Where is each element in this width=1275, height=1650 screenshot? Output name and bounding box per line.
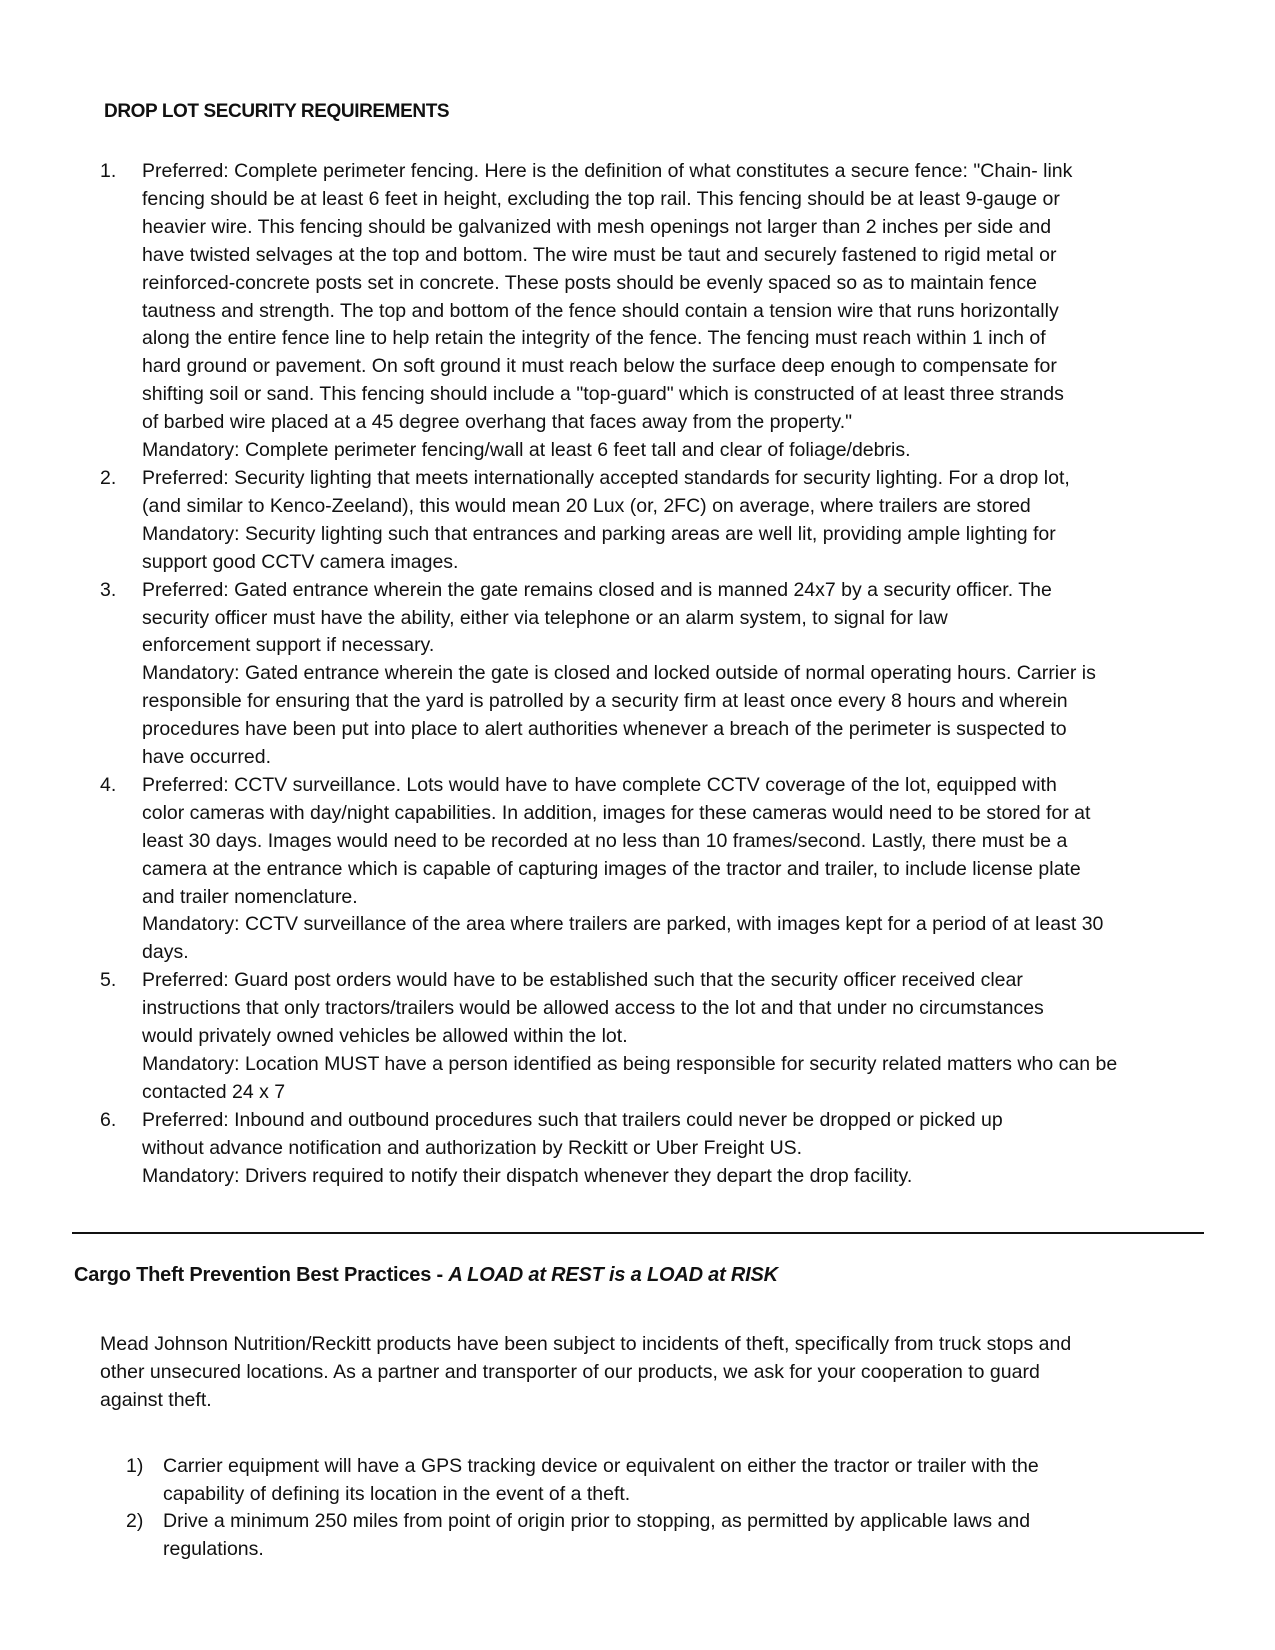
requirement-line: color cameras with day/night capabilities. In addition, images for these cameras would need to be stored for at	[142, 801, 1091, 824]
best-practice-item	[126, 1508, 1126, 1563]
requirement-line: Preferred: Security lighting that meets internationally accepted standards for security lighting. For a drop lot,	[142, 466, 1070, 489]
cargo-theft-heading	[74, 1264, 778, 1287]
requirement-line: Preferred: CCTV surveillance. Lots would have to have complete CCTV coverage of the lot, equipped with	[142, 773, 1057, 796]
requirement-line: reinforced-concrete posts set in concrete. These posts should be evenly spaced so as to maintain fence	[142, 271, 1037, 294]
requirement-line: Preferred: Inbound and outbound procedures such that trailers could never be dropped or picked up	[142, 1108, 1003, 1131]
requirement-number: 5.	[100, 969, 117, 992]
best-practice-line: regulations.	[163, 1537, 264, 1560]
requirement-item	[100, 967, 1210, 1107]
requirement-item	[100, 577, 1210, 772]
requirement-line: Preferred: Gated entrance wherein the gate remains closed and is manned 24x7 by a security officer. The	[142, 578, 1052, 601]
best-practice-item	[126, 1453, 1126, 1508]
requirement-item	[100, 158, 1210, 465]
intro-line: Mead Johnson Nutrition/Reckitt products have been subject to incidents of theft, specifically from truck stops and	[100, 1333, 1072, 1355]
best-practice-number: 2)	[126, 1510, 144, 1532]
requirement-line: Preferred: Guard post orders would have to be established such that the security officer received clear	[142, 969, 1023, 992]
requirement-line: procedures have been put into place to alert authorities whenever a breach of the perimeter is suspected to	[142, 718, 1067, 741]
requirement-line: Mandatory: Location MUST have a person identified as being responsible for security related matters who can be	[142, 1053, 1118, 1075]
requirement-line: Mandatory: Security lighting such that entrances and parking areas are well lit, providing ample lighting for	[142, 522, 1056, 545]
requirement-line: Mandatory: Complete perimeter fencing/wall at least 6 feet tall and clear of foliage/debris.	[142, 439, 911, 462]
requirement-number: 6.	[100, 1108, 117, 1131]
requirement-number: 4.	[100, 773, 117, 796]
requirement-line: shifting soil or sand. This fencing should include a "top-guard" which is constructed of at least three strands	[142, 383, 1064, 406]
requirement-line: Mandatory: Drivers required to notify their dispatch whenever they depart the drop facility.	[142, 1164, 913, 1187]
drop-lot-heading: DROP LOT SECURITY REQUIREMENTS	[104, 101, 450, 122]
requirement-line: heavier wire. This fencing should be galvanized with mesh openings not larger than 2 inches per side and	[142, 215, 1052, 238]
requirement-line: hard ground or pavement. On soft ground it must reach below the surface deep enough to compensate for	[142, 355, 1057, 378]
requirement-number: 2.	[100, 466, 117, 489]
requirement-line: fencing should be at least 6 feet in height, excluding the top rail. This fencing should be at least 9-gauge or	[142, 187, 1060, 210]
requirement-line: would privately owned vehicles be allowed within the lot.	[142, 1025, 628, 1048]
drop-lot-requirements-list	[100, 158, 1210, 1191]
requirement-line: of barbed wire placed at a 45 degree overhang that faces away from the property."	[142, 411, 853, 434]
cargo-theft-intro	[100, 1330, 1200, 1414]
requirement-line: Preferred: Complete perimeter fencing. Here is the definition of what constitutes a secure fence: "Chain- link	[142, 160, 1073, 182]
cargo-theft-heading-subtitle: A LOAD at REST is a LOAD at RISK	[448, 1264, 778, 1286]
best-practices-list	[126, 1453, 1126, 1563]
requirement-line: have occurred.	[142, 746, 271, 769]
requirement-line: enforcement support if necessary.	[142, 634, 435, 657]
requirement-number: 1.	[100, 160, 117, 182]
requirement-line: Mandatory: Gated entrance wherein the gate is closed and locked outside of normal operating hours. Carrier is	[142, 662, 1096, 685]
best-practice-line: capability of defining its location in the event of a theft.	[163, 1482, 631, 1505]
requirement-line: tautness and strength. The top and bottom of the fence should contain a tension wire that runs horizontally	[142, 299, 1059, 322]
requirement-item	[100, 1107, 1210, 1191]
requirement-line: and trailer nomenclature.	[142, 885, 358, 908]
requirement-line: camera at the entrance which is capable of capturing images of the tractor and trailer, to include license plate	[142, 857, 1081, 880]
requirement-line: contacted 24 x 7	[142, 1080, 286, 1103]
requirement-item	[100, 772, 1210, 967]
best-practice-line: Carrier equipment will have a GPS tracking device or equivalent on either the tractor or trailer with the	[163, 1455, 1039, 1477]
requirement-line: Mandatory: CCTV surveillance of the area where trailers are parked, with images kept for a period of at least 30	[142, 913, 1104, 936]
intro-line: other unsecured locations. As a partner and transporter of our products, we ask for your cooperation to guard	[100, 1361, 1040, 1383]
requirement-line: along the entire fence line to help retain the integrity of the fence. The fencing must reach within 1 inch of	[142, 327, 1046, 350]
best-practice-number: 1)	[126, 1455, 144, 1477]
requirement-line: days.	[142, 941, 189, 964]
requirement-line: responsible for ensuring that the yard is patrolled by a security firm at least once every 8 hours and wherein	[142, 690, 1068, 713]
requirement-number: 3.	[100, 578, 117, 601]
requirement-line: without advance notification and authorization by Reckitt or Uber Freight US.	[142, 1136, 803, 1159]
section-divider	[72, 1232, 1204, 1234]
best-practice-line: Drive a minimum 250 miles from point of origin prior to stopping, as permitted by applicable laws and	[163, 1510, 1031, 1532]
requirement-line: have twisted selvages at the top and bottom. The wire must be taut and securely fastened to rigid metal or	[142, 243, 1057, 266]
requirement-line: security officer must have the ability, either via telephone or an alarm system, to signal for law	[142, 606, 948, 629]
requirement-line: least 30 days. Images would need to be recorded at no less than 10 frames/second. Lastly, there must be a	[142, 829, 1068, 852]
requirement-item	[100, 465, 1210, 577]
requirement-line: support good CCTV camera images.	[142, 550, 459, 573]
requirement-line: instructions that only tractors/trailers would be allowed access to the lot and that under no circumstances	[142, 997, 1044, 1020]
cargo-theft-heading-main: Cargo Theft Prevention Best Practices -	[74, 1264, 449, 1286]
intro-line: against theft.	[100, 1389, 212, 1411]
requirement-line: (and similar to Kenco-Zeeland), this would mean 20 Lux (or, 2FC) on average, where trailers are stored	[142, 494, 1031, 517]
